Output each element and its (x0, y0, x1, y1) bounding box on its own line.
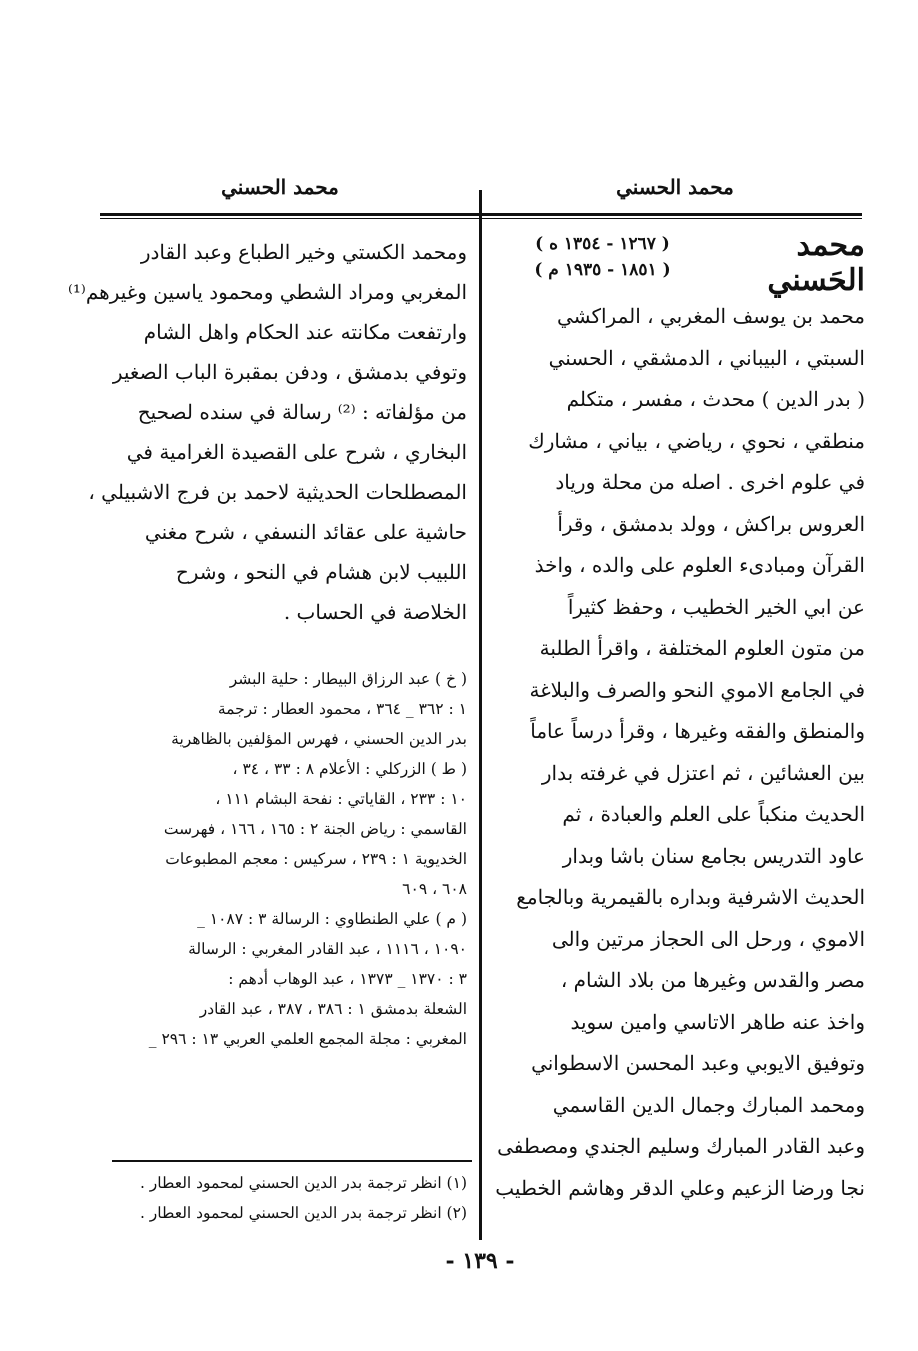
footnote-line: (٢) انظر ترجمة بدر الدين الحسني لمحمود العطار . (139, 1204, 467, 1222)
right-running-header: محمد الحسني (616, 175, 734, 199)
text-line: بين العشائين ، ثم اعتزل في غرفته بدار (541, 760, 865, 785)
text-line: السبتي ، البيباني ، الدمشقي ، الحسني (548, 345, 865, 370)
text-line: واخذ عنه طاهر الاتاسي وامين سويد (570, 1009, 865, 1034)
left-column-text (67, 232, 467, 632)
entry-date-hijri: ( ١٢٦٧ - ١٣٥٤ ه ) (535, 234, 670, 254)
text-line: الاموي ، ورحل الى الحجاز مرتين والى (551, 926, 865, 951)
text-line: مصر والقدس وغيرها من بلاد الشام ، (560, 968, 865, 992)
entry-title: محمد الحَسني (767, 228, 865, 298)
reference-line: ٣ : ١٣٧٠ _ ١٣٧٣ ، عبد الوهاب أدهم : (228, 970, 467, 988)
text-line: عاود التدريس بجامع سنان باشا وبدار (562, 843, 865, 868)
text-line: عن ابي الخير الخطيب ، وحفظ كثيراً (567, 594, 865, 619)
page-number: - ١٣٩ - (445, 1248, 515, 1274)
entry-date-miladi: ( ١٨٥١ - ١٩٣٥ م ) (534, 260, 671, 280)
text-line: وارتفعت مكانته عند الحكام واهل الشام (143, 320, 467, 344)
text-line: اللبيب لابن هشام في النحو ، وشرح (175, 560, 467, 584)
text-line: ومحمد المبارك وجمال الدين القاسمي (552, 1092, 865, 1117)
text-line: العروس براكش ، وولد بدمشق ، وقرأ (557, 511, 865, 536)
reference-line: ٦٠٨ ، ٦٠٩ (402, 880, 467, 898)
text-line: نجا ورضا الزعيم وعلي الدقر وهاشم الخطيب (495, 1175, 865, 1200)
column-divider (479, 190, 482, 1240)
reference-line: الخديوية ١ : ٢٣٩ ، سركيس : معجم المطبوعات (165, 850, 467, 868)
text-line: وعبد القادر المبارك وسليم الجندي ومصطفى (497, 1134, 865, 1158)
reference-line: القاسمي : رياض الجنة ٢ : ١٦٥ ، ١٦٦ ، فهرست (163, 820, 467, 838)
text-line: وتوفي بدمشق ، ودفن بمقبرة الباب الصغير (112, 360, 467, 384)
text-line: المغربي ومراد الشطي ومحمود ياسين وغيرهم⁽¹⁾ (67, 280, 467, 304)
text-line: منطقي ، نحوي ، رياضي ، بياني ، مشارك (528, 428, 865, 453)
references-block (112, 664, 467, 1054)
footnotes-block (112, 1168, 467, 1228)
text-line: الخلاصة في الحساب . (283, 600, 467, 624)
text-line: الحديث الاشرفية وبداره بالقيمرية وبالجامع (516, 885, 865, 909)
text-line: حاشية على عقائد النسفي ، شرح مغني (144, 520, 467, 544)
text-line: المصطلحات الحديثية لاحمد بن فرج الاشبيلي ، (88, 480, 467, 504)
text-line: من مؤلفاته : ⁽²⁾ رسالة في سنده لصحيح (137, 400, 467, 424)
text-line: محمد بن يوسف المغربي ، المراكشي (556, 304, 865, 328)
text-line: القرآن ومبادىء العلوم على والده ، واخذ (534, 553, 865, 577)
text-line: والمنطق والفقه وغيرها ، وقرأ درساً عاماً (530, 719, 865, 743)
left-running-header: محمد الحسني (221, 175, 339, 199)
reference-line: بدر الدين الحسني ، فهرس المؤلفين بالظاهرية (171, 730, 467, 748)
reference-line: الشعلة بدمشق ١ : ٣٨٦ ، ٣٨٧ ، عبد القادر (199, 1000, 467, 1018)
footnote-rule (112, 1160, 472, 1162)
right-column-text (495, 296, 865, 1209)
text-line: الحديث منكباً على العلم والعبادة ، ثم (562, 802, 865, 826)
text-line: من متون العلوم المختلفة ، واقرأ الطلبة (539, 636, 865, 660)
text-line: في علوم اخرى . اصله من محلة ورياد (555, 470, 865, 494)
text-line: ( بدر الدين ) محدث ، مفسر ، متكلم (566, 387, 865, 411)
text-line: ومحمد الكستي وخير الطباع وعبد القادر (140, 240, 467, 264)
footnote-line: (١) انظر ترجمة بدر الدين الحسني لمحمود العطار . (139, 1174, 467, 1192)
text-line: في الجامع الاموي النحو والصرف والبلاغة (529, 677, 865, 702)
reference-line: ( م ) علي الطنطاوي : الرسالة ٣ : ١٠٨٧ _ (197, 910, 467, 928)
reference-line: ( ط ) الزركلي : الأعلام ٨ : ٣٣ ، ٣٤ ، (232, 760, 467, 778)
text-line: البخاري ، شرح على القصيدة الغرامية في (126, 440, 467, 464)
reference-line: ١٠ : ٢٣٣ ، القاياتي : نفحة البشام ١١١ ، (215, 790, 467, 808)
reference-line: ١٠٩٠ ، ١١١٦ ، عبد القادر المغربي : الرسالة (188, 940, 467, 958)
reference-line: المغربي : مجلة المجمع العلمي العربي ١٣ : ٢٩٦ _ (148, 1030, 467, 1048)
text-line: وتوفيق الايوبي وعبد المحسن الاسطواني (531, 1051, 865, 1075)
reference-line: ١ : ٣٦٢ _ ٣٦٤ ، محمود العطار : ترجمة (217, 700, 467, 718)
reference-line: ( خ ) عبد الرزاق البيطار : حلية البشر (229, 670, 467, 688)
